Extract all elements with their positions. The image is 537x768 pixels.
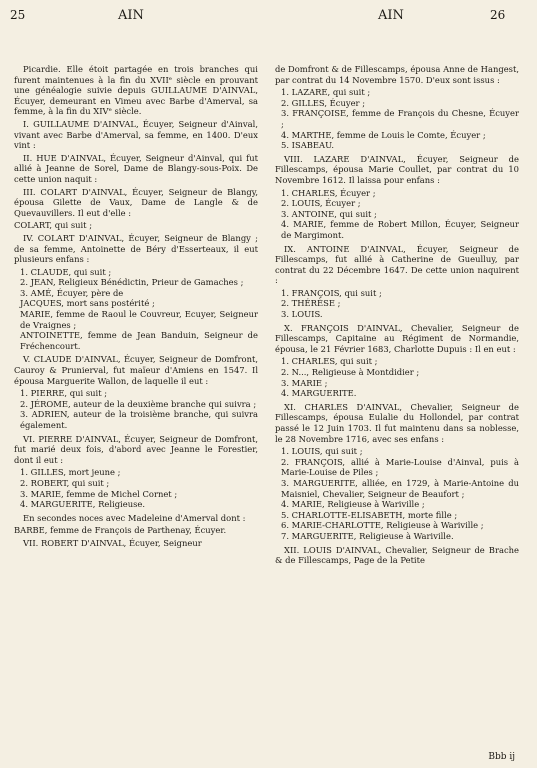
list-item: 3. LOUIS.	[281, 309, 323, 320]
children-list	[281, 288, 519, 320]
list-item: 7. MARGUERITE, Religieuse à Wariville.	[281, 530, 454, 541]
right-page-number: 26	[490, 8, 506, 22]
list-item: 4. MARGUERITE, Religieuse.	[20, 499, 146, 510]
left-running-title: AIN	[118, 8, 144, 23]
list-item: 2. ROBERT, qui suit ;	[20, 477, 110, 488]
list-item: 1. LOUIS, qui suit ;	[281, 446, 363, 457]
list-item: 3. AMÉ, Écuyer, père de	[20, 287, 124, 298]
list-item: 4. MARIE, Religieuse à Wariville ;	[281, 499, 425, 510]
paragraph: VIII. LAZARE D'AINVAL, Écuyer, Seigneur de Fillescamps, épousa Marie Coullet, par contrat du 10 Novembre 1612. Il laissa pour enfans :	[275, 153, 519, 185]
list-item: 3. MARIE, femme de Michel Cornet ;	[20, 488, 178, 499]
list-item: 3. ADRIEN, auteur de la troisième branche, qui suivra également.	[20, 409, 258, 430]
paragraph: X. FRANÇOIS D'AINVAL, Chevalier, Seigneur de Fillescamps, Capitaine au Régiment de Normandie, épousa, le 21 Février 1683, Charlotte Dupuis : Il en eut :	[275, 322, 519, 354]
list-item: 4. MARGUERITE.	[281, 388, 357, 399]
list-item: 3. MARGUERITE, alliée, en 1729, à Marie-Antoine du Maisniel, Chevalier, Seigneur de Beaufort ;	[281, 477, 519, 499]
list-item: 2. GILLES, Écuyer ;	[281, 97, 366, 108]
list-item: 6. MARIE-CHARLOTTE, Religieuse à Wariville ;	[281, 520, 484, 531]
paragraph: En secondes noces avec Madeleine d'Amerval dont :	[23, 512, 246, 523]
list-item: ANTOINETTE, femme de Jean Banduin, Seigneur de Fréchencourt.	[20, 330, 258, 351]
paragraph: XI. CHARLES D'AINVAL, Chevalier, Seigneur de Fillescamps, épousa Eulalie du Hollondel, par contrat passé le 12 Juin 1703. Il fut maintenu dans sa noblesse, le 28 Novembre 1716, avec ses enfans :	[275, 401, 519, 444]
right-running-title: AIN	[378, 8, 404, 23]
paragraph: VI. PIERRE D'AINVAL, Écuyer, Seigneur de Domfront, fut marié deux fois, d'abord avec Jeanne le Forestier, dont il eut :	[14, 433, 258, 465]
list-item: 2. N..., Religieuse à Montdidier ;	[281, 367, 420, 378]
children-list	[20, 467, 258, 509]
list-item: 1. LAZARE, qui suit ;	[281, 87, 371, 98]
left-page-number: 25	[10, 8, 26, 22]
right-column	[275, 64, 519, 568]
list-item: 3. FRANÇOISE, femme de François du Chesne, Écuyer ;	[281, 108, 519, 129]
children-list	[281, 446, 519, 541]
list-item: 2. LOUIS, Écuyer ;	[281, 198, 361, 209]
list-item: 1. CHARLES, qui suit ;	[281, 356, 378, 367]
children-list	[281, 87, 519, 151]
list-item: 2. JÉROME, auteur de la deuxième branche qui suivra ;	[20, 398, 257, 409]
paragraph: IX. ANTOINE D'AINVAL, Écuyer, Seigneur de Fillescamps, fut allié à Catherine de Gueulluy, par contrat du 22 Décembre 1647. De cette union naquirent :	[275, 243, 519, 286]
list-item: COLART, qui suit ;	[14, 220, 93, 231]
list-item: JACQUES, mort sans postérité ;	[20, 298, 155, 309]
paragraph: IV. COLART D'AINVAL, Écuyer, Seigneur de Blangy ; de sa femme, Antoinette de Béry d'Esserteaux, il eut plusieurs enfans :	[14, 232, 258, 265]
list-item: 2. JEAN, Religieux Bénédictin, Prieur de Gamaches ;	[20, 277, 244, 288]
list-item: 1. PIERRE, qui suit ;	[20, 388, 108, 399]
children-list	[20, 388, 258, 430]
list-item: MARIE, femme de Raoul le Couvreur, Ecuyer, Seigneur de Vraignes ;	[20, 309, 258, 330]
signature-mark: Bbb ij	[488, 752, 515, 762]
paragraph: VII. ROBERT D'AINVAL, Écuyer, Seigneur	[23, 537, 202, 548]
list-item: 3. ANTOINE, qui suit ;	[281, 208, 377, 219]
children-list	[281, 188, 519, 241]
paragraph: I. GUILLAUME D'AINVAL, Écuyer, Seigneur d'Ainval, vivant avec Barbe d'Amerval, sa femme, en 1400. D'eux vint :	[14, 118, 258, 151]
paragraph: III. COLART D'AINVAL, Écuyer, Seigneur de Blangy, épousa Gilette de Vaux, Dame de Langle & de Quevauvillers. Il eut d'elle :	[14, 186, 258, 218]
list-item: 1. CLAUDE, qui suit ;	[20, 266, 112, 277]
left-column	[14, 64, 258, 551]
list-item: 5. CHARLOTTE-ELISABETH, morte fille ;	[281, 509, 458, 520]
list-item: BARBE, femme de François de Parthenay, Écuyer.	[14, 525, 227, 536]
paragraph: V. CLAUDE D'AINVAL, Écuyer, Seigneur de Domfront, Cauroy & Prunierval, fut maïeur d'Amiens en 1547. Il épousa Marguerite Wallon, de laquelle il eut :	[14, 354, 258, 386]
paragraph: Picardie. Elle étoit partagée en trois branches qui furent maintenues à la fin du XVIIᵉ siècle en prouvant une généalogie suivie depuis GUILLAUME D'AINVAL, Écuyer, demeurant en Vimeu avec Barbe d'Amerval, sa femme, à la fin du XIVᵉ siècle.	[14, 64, 258, 117]
paragraph: II. HUE D'AINVAL, Écuyer, Seigneur d'Ainval, qui fut allié à Jeanne de Sorel, Dame de Blangy-sous-Poix. De cette union naquit :	[14, 152, 258, 184]
list-item: 1. FRANÇOIS, qui suit ;	[281, 287, 382, 298]
children-list	[20, 267, 258, 352]
list-item: 1. GILLES, mort jeune ;	[20, 467, 121, 478]
list-item: 4. MARIE, femme de Robert Millon, Écuyer, Seigneur de Margimont.	[281, 219, 519, 240]
list-item: 2. THÉRÈSE ;	[281, 298, 341, 309]
list-item: 3. MARIE ;	[281, 377, 328, 388]
paragraph: de Domfront & de Fillescamps, épousa Anne de Hangest, par contrat du 14 Novembre 1570. D'eux sont issus :	[275, 64, 519, 85]
list-item: 2. FRANÇOIS, allié à Marie-Louise d'Ainval, puis à Marie-Louise de Piles ;	[281, 456, 519, 478]
paragraph: XII. LOUIS D'AINVAL, Chevalier, Seigneur de Brache & de Fillescamps, Page de la Petite	[275, 544, 519, 566]
list-item: 5. ISABEAU.	[281, 140, 335, 151]
list-item: 1. CHARLES, Écuyer ;	[281, 187, 376, 198]
children-list	[281, 356, 519, 398]
list-item: 4. MARTHE, femme de Louis le Comte, Écuyer ;	[281, 129, 486, 140]
